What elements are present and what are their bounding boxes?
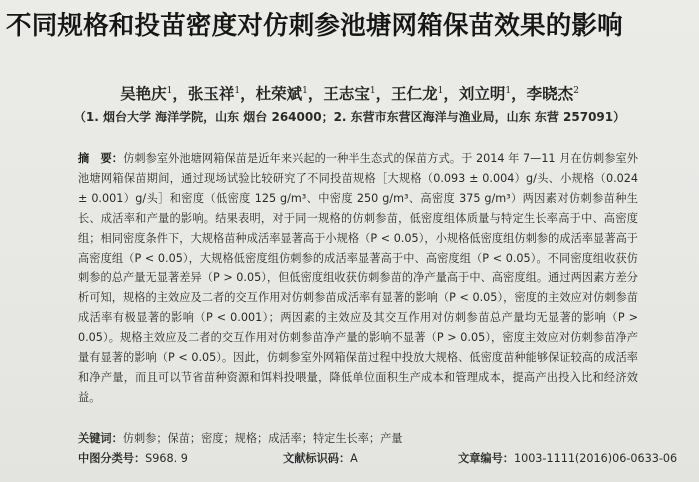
- author: 杜荣斌$^1$: [255, 84, 308, 103]
- article-metadata: [78, 450, 678, 468]
- author: 王仁龙$^1$: [391, 84, 444, 103]
- author: 吴艳庆$^1$: [120, 84, 173, 103]
- article-number: 文章编号：1003-1111(2016)06-0633-06: [458, 452, 678, 465]
- author: 王志宝$^1$: [323, 84, 376, 103]
- keywords: [78, 430, 638, 446]
- clc-number: 中图分类号：S968. 9: [78, 452, 188, 465]
- author: 李晓杰$^2$: [526, 84, 579, 103]
- abstract: [78, 149, 638, 408]
- abstract-label: 摘 要：: [78, 152, 124, 165]
- author: 张玉祥$^1$: [187, 84, 241, 103]
- keywords-label: 关键词：: [78, 432, 123, 445]
- affiliation: （1. 烟台大学 海洋学院，山东 烟台 264000；2. 东营市东营区海洋与渔业局，山东 东营 257091）: [73, 110, 626, 124]
- keywords-text: 仿刺参；保苗；密度；规格；成活率；特定生长率；产量: [122, 432, 403, 445]
- abstract-text: 仿刺参室外池塘网箱保苗是近年来兴起的一种半生态式的保苗方式。于 2014 年 7—11 月在仿刺参室外池塘网箱保苗期间，通过现场试验比较研究了不同投苗规格［大规格（0.093 ± 0.004）g/头、小规格（0.024 ± 0.001）g/头］和密度（低密度 125 g/m³、中密度 250 g/m³、高密度 375 g/m³）两因素对仿刺参苗种生长、成活率和产量的影响。结果表明，对于同一规格的仿刺参苗，低密度组体质量与特定生长率高于中、高密度组；相同密度条件下，大规格苗种成活率显著高于小规格（P < 0.05），小规格低密度组仿刺参的成活率显著高于高密度组（P < 0.05），大规格低密度组仿刺参的成活率显著高于中、高密度组（P < 0.05）。不同密度组收获仿刺参的总产量无显著差异（P > 0.05），但低密度组收获仿刺参苗的净产量高于中、高密度组。通过两因素方差分析可知，规格的主效应及二者的交互作用对仿刺参苗成活率有显著的影响（P < 0.05），密度的主效应对仿刺参苗成活率有极显著的影响（P < 0.001）；两因素的主效应及其交互作用对仿刺参苗总产量均无显著的影响（P > 0.05）。规格主效应及二者的交互作用对仿刺参苗净产量的影响不显著（P > 0.05），密度主效应对仿刺参苗净产量有显著的影响（P < 0.05）。因此，仿刺参室外网箱保苗过程中投放大规格、低密度苗种能够保证较高的成活率和净产量，而且可以节省苗种资源和饵料投喂量，降低单位面积生产成本和管理成本，提高产出投入比和经济效益。: [78, 152, 638, 404]
- author: 刘立明$^1$: [458, 84, 512, 103]
- document-code: 文献标识码：A: [283, 452, 358, 465]
- author-list: 吴艳庆$^1$，张玉祥$^1$，杜荣斌$^1$，王志宝$^1$，王仁龙$^1$，刘立明$^1$，李晓杰$^2$: [120, 84, 579, 103]
- paper-title: 不同规格和投苗密度对仿刺参池塘网箱保苗效果的影响: [6, 11, 623, 41]
